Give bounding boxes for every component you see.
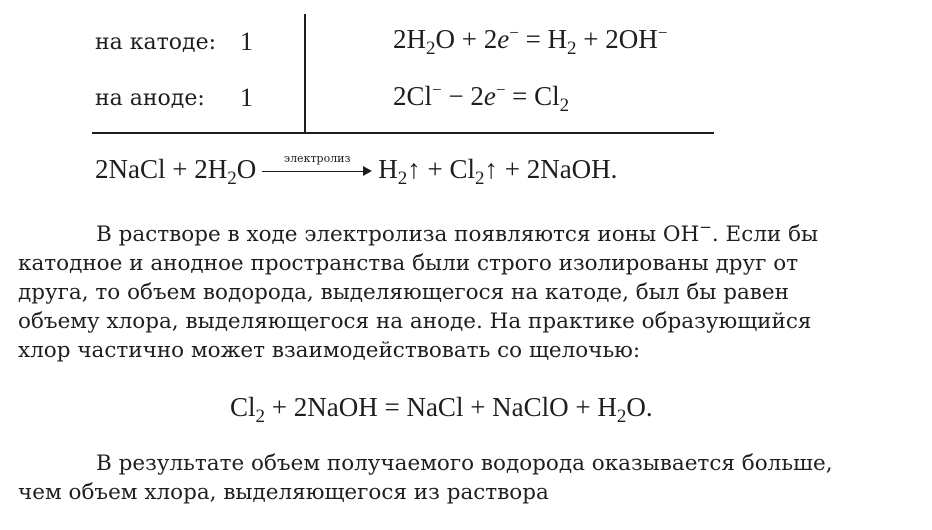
paragraph-line: В результате объем получаемого водорода оказывается больше, — [96, 451, 833, 476]
paragraph-line: В растворе в ходе электролиза появляются ионы OH−. Если бы — [96, 218, 819, 247]
vertical-divider — [304, 14, 306, 134]
paragraph-electrolysis — [18, 220, 818, 365]
chlorine-alkali-equation: $Cl_2$ + 2NaOH = NaCl + NaClO + $H_2O$. — [230, 392, 653, 427]
electrolysis-arrow — [262, 151, 372, 182]
anode-count: 1 — [240, 83, 253, 112]
paragraph-line: хлор частично может взаимодействовать со щелочью: — [18, 338, 641, 363]
paragraph-line: друга, то объем водорода, выделяющегося на катоде, был бы равен — [18, 280, 789, 305]
cathode-label: на катоде: — [95, 30, 217, 55]
cathode-count: 1 — [240, 27, 253, 56]
overall-equation: 2NaCl + $2H_2O$ электролиз $H_2↑$ + $Cl_2↑$ + 2NaOH. — [95, 151, 618, 189]
paragraph-line: объему хлора, выделяющегося на аноде. На практике образующийся — [18, 309, 812, 334]
anode-label: на аноде: — [95, 86, 205, 111]
anode-equation: $2Cl^- - 2e^- = Cl_2$ — [393, 80, 570, 116]
cathode-equation: $2H_2O + 2e^- = H_2 + 2OH^-$ — [393, 23, 668, 59]
paragraph-line: чем объем хлора, выделяющегося из раствора — [18, 480, 549, 505]
paragraph-line: катодное и анодное пространства были строго изолированы друг от — [18, 251, 799, 276]
horizontal-divider — [92, 132, 714, 134]
arrow-label: электролиз — [283, 151, 351, 165]
paragraph-conclusion — [18, 449, 833, 507]
